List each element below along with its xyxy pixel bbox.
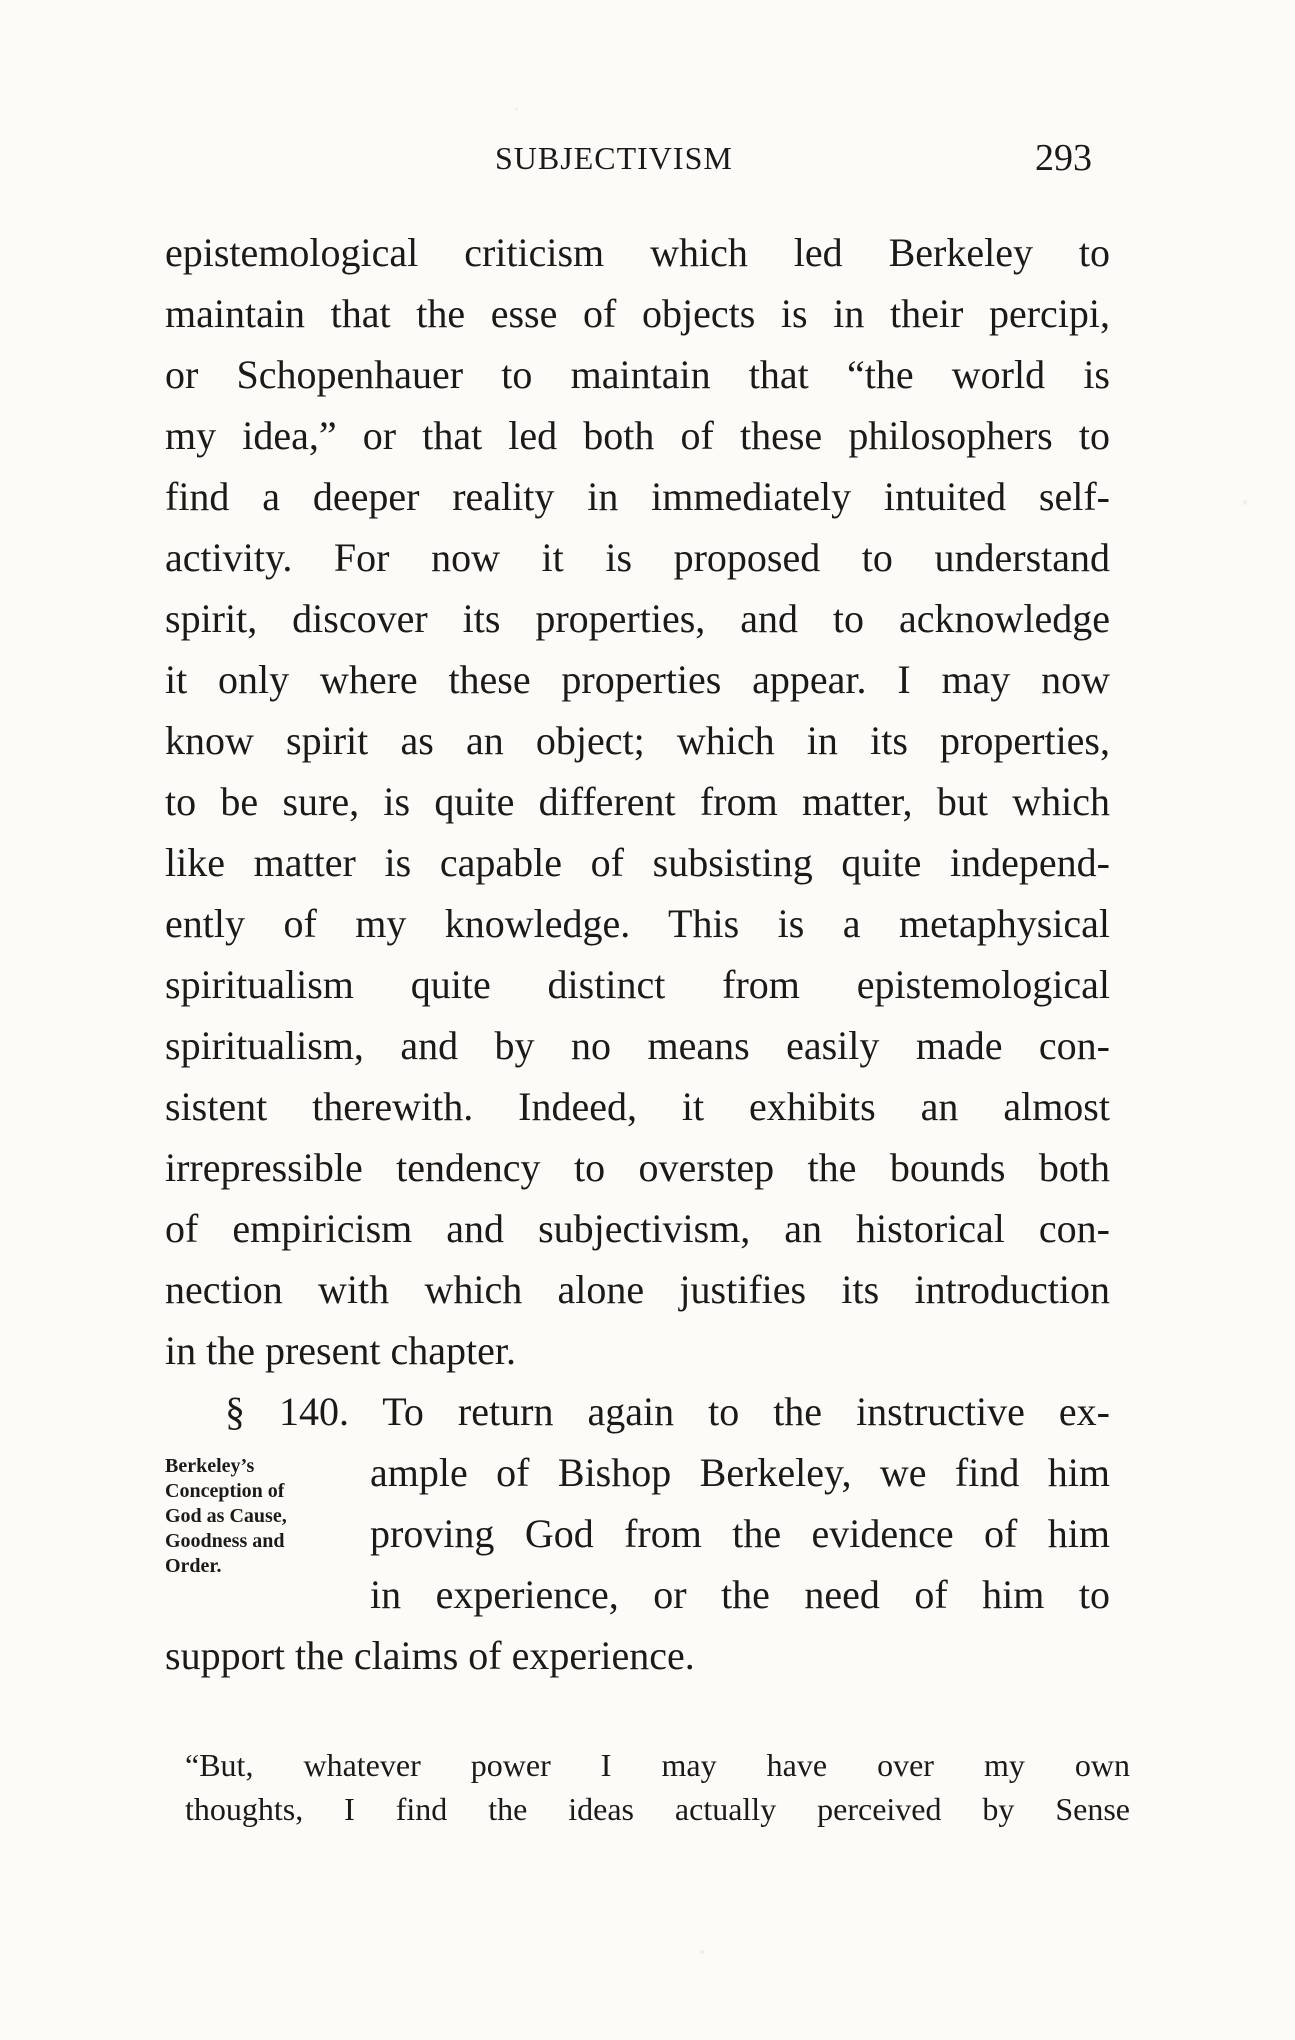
text-line: to be sure, is quite different from matter, but which [165, 779, 1110, 824]
text-line: support the claims of experience. [165, 1633, 695, 1678]
text-line: spirit, discover its properties, and to acknowledge [165, 596, 1110, 641]
paper-speck [1243, 500, 1247, 505]
text-line: spiritualism quite distinct from epistemological [165, 962, 1110, 1007]
text-line: my idea,” or that led both of these philosophers to [165, 413, 1110, 458]
text-line: maintain that the esse of objects is in their percipi, [165, 291, 1110, 336]
text-line: irrepressible tendency to overstep the bounds both [165, 1145, 1110, 1190]
text-line: of empiricism and subjectivism, an historical con- [165, 1206, 1110, 1251]
quote-line: thoughts, I find the ideas actually perceived by Sense [185, 1791, 1130, 1827]
text-line: nection with which alone justifies its introduction [165, 1267, 1110, 1312]
text-line: epistemological criticism which led Berkeley to [165, 230, 1110, 275]
paper-speck [700, 1950, 704, 1954]
section-140-with-sidenote [165, 1442, 1110, 1625]
margin-note-line: Conception of [165, 1480, 285, 1502]
running-title: SUBJECTIVISM [495, 140, 733, 176]
text-line: spiritualism, and by no means easily made con- [165, 1023, 1110, 1068]
margin-note-line: God as Cause, [165, 1505, 287, 1527]
paper-speck [238, 1510, 242, 1514]
page-number: 293 [1035, 137, 1092, 179]
margin-note [165, 1442, 370, 1579]
text-line: sistent therewith. Indeed, it exhibits an almost [165, 1084, 1110, 1129]
margin-note-line: Order. [165, 1555, 222, 1577]
running-head [0, 136, 1295, 186]
text-line: or Schopenhauer to maintain that “the world is [165, 352, 1110, 397]
main-text [165, 222, 1110, 1686]
text-line: in the present chapter. [165, 1328, 516, 1373]
margin-note-line: Goodness and [165, 1530, 285, 1552]
margin-note-line: Berkeley’s [165, 1455, 255, 1477]
text-line: ample of Bishop Berkeley, we find him [370, 1450, 1110, 1495]
text-line: it only where these properties appear. I may now [165, 657, 1110, 702]
text-line: find a deeper reality in immediately intuited self- [165, 474, 1110, 519]
text-line: know spirit as an object; which in its properties, [165, 718, 1110, 763]
text-line: in experience, or the need of him to [370, 1572, 1110, 1617]
text-line: activity. For now it is proposed to understand [165, 535, 1110, 580]
text-line: ently of my knowledge. This is a metaphysical [165, 901, 1110, 946]
text-line: like matter is capable of subsisting quite independ- [165, 840, 1110, 885]
quote-line: “But, whatever power I may have over my own [185, 1747, 1130, 1783]
quotation [185, 1743, 1130, 1831]
section-140-heading-line: § 140. To return again to the instructive ex- [225, 1389, 1110, 1434]
text-line: proving God from the evidence of him [370, 1511, 1110, 1556]
paper-speck [515, 108, 518, 111]
sidenote-adjacent-text [370, 1442, 1110, 1625]
